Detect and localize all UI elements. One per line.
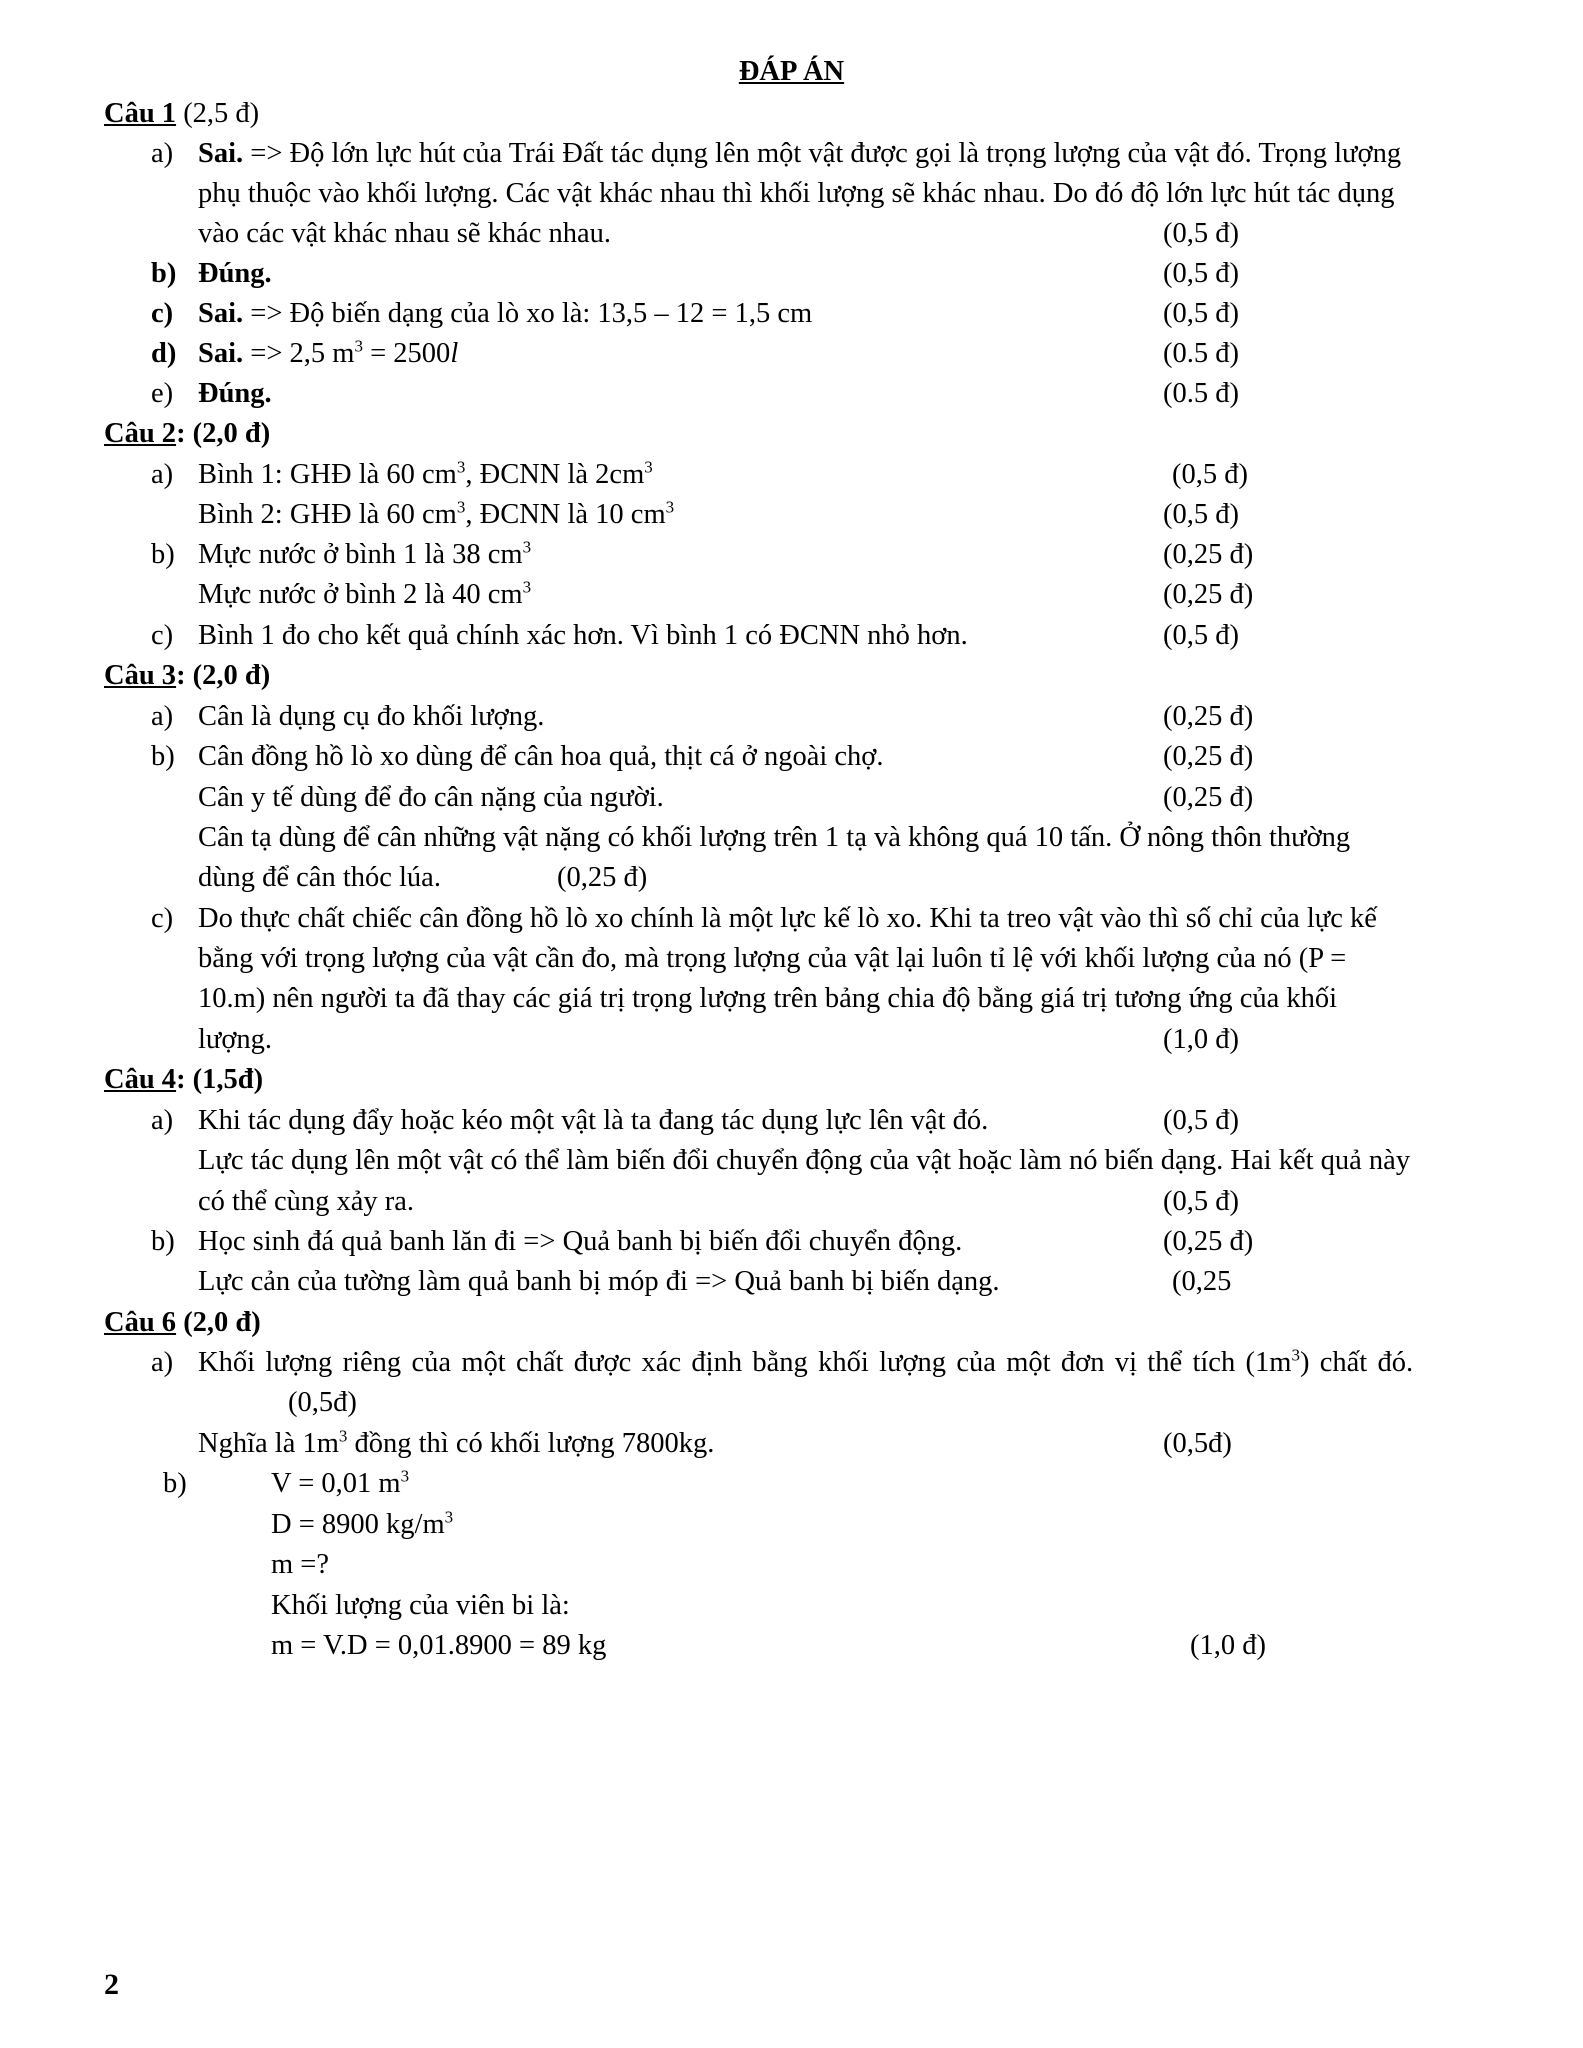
q1-d-score: (0.5 đ) — [1163, 338, 1239, 369]
q3-a-marker: a) — [151, 701, 174, 732]
q2-a-marker: a) — [151, 459, 174, 490]
q6-b-volume-sup: 3 — [400, 1466, 410, 1486]
question-3-points: : (2,0 đ) — [176, 660, 271, 691]
q6-a2-line — [198, 1427, 714, 1461]
q2-b-line1 — [198, 538, 531, 572]
q6-a-marker: a) — [151, 1347, 174, 1378]
question-1-points: (2,5 đ) — [176, 98, 260, 129]
q2-b1-score: (0,25 đ) — [1163, 539, 1254, 570]
q6-b-marker: b) — [163, 1468, 187, 1499]
question-6-points: (2,0 đ) — [176, 1307, 261, 1338]
q1-d-line — [198, 337, 458, 371]
q1-a-line3: vào các vật khác nhau sẽ khác nhau. — [198, 218, 612, 249]
q1-c-marker: c) — [151, 298, 174, 329]
q2-a-line2 — [198, 498, 674, 532]
q6-b-score: (1,0 đ) — [1190, 1630, 1266, 1661]
q3-a-text: Cân là dụng cụ đo khối lượng. — [198, 701, 545, 732]
q4-a-marker: a) — [151, 1105, 174, 1136]
q2-a2-sup1: 3 — [456, 497, 466, 517]
q2-b1-sup1: 3 — [522, 537, 532, 557]
q3-a-score: (0,25 đ) — [1163, 701, 1254, 732]
q1-a-verdict: Sai. — [198, 138, 244, 169]
q1-a-score: (0,5 đ) — [1163, 218, 1239, 249]
q3-b-marker: b) — [151, 741, 175, 772]
q2-b-line2 — [198, 578, 531, 612]
q1-e-verdict: Đúng. — [198, 378, 272, 409]
q1-c-text: => Độ biến dạng của lò xo là: 13,5 – 12 = 1,5 cm — [243, 298, 813, 329]
q3-b2-text: Cân y tế dùng để đo cân nặng của người. — [198, 782, 664, 813]
q2-a2-p2: , ĐCNN là 10 cm — [465, 499, 666, 530]
question-3-heading — [104, 659, 270, 693]
q2-a2-score: (0,5 đ) — [1163, 499, 1239, 530]
q1-a-text1: => Độ lớn lực hút của Trái Đất tác dụng lên một vật được gọi là trọng lượng của vật đó. Trọng lượng — [243, 138, 1402, 169]
q6-b-density-text: D = 8900 kg/m — [271, 1509, 445, 1540]
q3-b3-score: (0,25 đ) — [557, 862, 648, 893]
q1-d-text-pre: => 2,5 m — [243, 338, 355, 369]
page-title: ĐÁP ÁN — [738, 56, 845, 87]
q1-a-line2: phụ thuộc vào khối lượng. Các vật khác nhau thì khối lượng sẽ khác nhau. Do đó độ lớn lực hút tác dụng — [198, 178, 1395, 209]
q4-b2-score: (0,25 — [1172, 1266, 1232, 1297]
q2-b2-score: (0,25 đ) — [1163, 579, 1254, 610]
question-2-heading — [104, 417, 270, 451]
q1-c-line — [198, 297, 812, 331]
page-number: 2 — [104, 1968, 119, 2001]
q3-b3-line2: dùng để cân thóc lúa. — [198, 862, 441, 893]
q4-b2-text: Lực cản của tường làm quả banh bị móp đi => Quả banh bị biến dạng. — [198, 1266, 1000, 1297]
q1-d-sup: 3 — [354, 336, 363, 356]
question-6-heading — [104, 1306, 261, 1340]
q3-c-marker: c) — [151, 903, 174, 934]
q2-b1-p1: Mực nước ở bình 1 là 38 cm — [198, 539, 523, 570]
q2-b-marker: b) — [151, 539, 175, 570]
q4-a1-text: Khi tác dụng đẩy hoặc kéo một vật là ta đang tác dụng lực lên vật đó. — [198, 1105, 989, 1136]
q1-d-unit: l — [450, 338, 459, 369]
q6-b-volume-text: V = 0,01 m — [271, 1468, 401, 1499]
q6-b-mass-label: Khối lượng của viên bi là: — [271, 1590, 570, 1621]
q3-b2-score: (0,25 đ) — [1163, 782, 1254, 813]
q1-a-marker: a) — [151, 138, 174, 169]
q2-a1-p2: , ĐCNN là 2cm — [465, 459, 645, 490]
q4-b1-text: Học sinh đá quả banh lăn đi => Quả banh bị biến đổi chuyển động. — [198, 1226, 963, 1257]
q6-b-density-sup: 3 — [444, 1507, 454, 1527]
q1-b-marker: b) — [151, 258, 177, 289]
q4-a2-score: (0,5 đ) — [1163, 1186, 1239, 1217]
q1-d-verdict: Sai. — [198, 338, 244, 369]
q6-a1-p1: Khối lượng riêng của một chất được xác định bằng khối lượng của một đơn vị thể tích (1m — [198, 1347, 1292, 1378]
q3-c-line4: lượng. — [198, 1024, 273, 1055]
question-4-heading — [104, 1063, 263, 1097]
q6-a1-sup: 3 — [1291, 1345, 1300, 1365]
q6-a1-line — [198, 1346, 1413, 1380]
q3-c-line3: 10.m) nên người ta đã thay các giá trị trọng lượng trên bảng chia độ bằng giá trị tương ứng của khối — [198, 983, 1338, 1014]
question-4-label: Câu 4 — [104, 1064, 177, 1095]
q1-c-score: (0,5 đ) — [1163, 298, 1239, 329]
q2-a-line1 — [198, 458, 653, 492]
q2-a1-sup1: 3 — [456, 457, 466, 477]
q2-c-marker: c) — [151, 620, 174, 651]
q2-b2-p1: Mực nước ở bình 2 là 40 cm — [198, 579, 523, 610]
q1-d-marker: d) — [151, 338, 177, 369]
q4-a2-line2: có thể cùng xảy ra. — [198, 1186, 415, 1217]
q4-b-marker: b) — [151, 1226, 175, 1257]
question-1-heading — [104, 97, 259, 131]
q3-b1-score: (0,25 đ) — [1163, 741, 1254, 772]
q3-b3-line1: Cân tạ dùng để cân những vật nặng có khối lượng trên 1 tạ và không quá 10 tấn. Ở nông thôn thường — [198, 822, 1351, 853]
q2-b2-sup1: 3 — [522, 577, 532, 597]
q6-a1-p2: ) chất đó. — [1299, 1347, 1414, 1378]
q6-a1-score: (0,5đ) — [288, 1387, 357, 1418]
q4-a2-line1: Lực tác dụng lên một vật có thể làm biến đổi chuyển động của vật hoặc làm nó biến dạng. Hai kết quả này — [198, 1145, 1411, 1176]
q1-d-text-mid: = 2500 — [362, 338, 451, 369]
q3-b1-text: Cân đồng hồ lò xo dùng để cân hoa quả, thịt cá ở ngoài chợ. — [198, 741, 884, 772]
q6-a2-sup: 3 — [338, 1426, 348, 1446]
question-1-label: Câu 1 — [104, 98, 177, 129]
q1-e-score: (0.5 đ) — [1163, 378, 1239, 409]
q1-b-verdict: Đúng. — [198, 258, 272, 289]
question-6-label: Câu 6 — [104, 1307, 177, 1338]
q2-a1-score: (0,5 đ) — [1172, 459, 1248, 490]
q3-c-line1: Do thực chất chiếc cân đồng hồ lò xo chính là một lực kế lò xo. Khi ta treo vật vào thì số chỉ của lực kế — [198, 903, 1377, 934]
question-3-label: Câu 3 — [104, 660, 177, 691]
q6-a2-p2: đồng thì có khối lượng 7800kg. — [347, 1428, 715, 1459]
q2-a2-sup2: 3 — [665, 497, 675, 517]
q6-b-formula: m = V.D = 0,01.8900 = 89 kg — [271, 1630, 607, 1661]
q6-b-mass-unknown: m =? — [271, 1549, 330, 1580]
q3-c-score: (1,0 đ) — [1163, 1024, 1239, 1055]
q1-b-score: (0,5 đ) — [1163, 258, 1239, 289]
q2-c-score: (0,5 đ) — [1163, 620, 1239, 651]
question-4-points: : (1,5đ) — [176, 1064, 264, 1095]
q2-a1-p1: Bình 1: GHĐ là 60 cm — [198, 459, 457, 490]
q6-a2-p1: Nghĩa là 1m — [198, 1428, 339, 1459]
q6-b-density — [271, 1508, 453, 1542]
q4-b1-score: (0,25 đ) — [1163, 1226, 1254, 1257]
q3-c-line2: bằng với trọng lượng của vật cần đo, mà trọng lượng của vật lại luôn tỉ lệ với khối lượng của nó (P = — [198, 943, 1347, 974]
question-2-points: : (2,0 đ) — [176, 418, 271, 449]
q2-a2-p1: Bình 2: GHĐ là 60 cm — [198, 499, 457, 530]
question-2-label: Câu 2 — [104, 418, 177, 449]
q2-a1-sup2: 3 — [644, 457, 653, 477]
q6-b-volume — [271, 1467, 409, 1501]
q2-c-text: Bình 1 đo cho kết quả chính xác hơn. Vì bình 1 có ĐCNN nhỏ hơn. — [198, 620, 968, 651]
q6-a2-score: (0,5đ) — [1163, 1428, 1232, 1459]
q1-c-verdict: Sai. — [198, 298, 244, 329]
q1-a-line1 — [198, 137, 1401, 171]
q1-e-marker: e) — [151, 378, 174, 409]
q4-a1-score: (0,5 đ) — [1163, 1105, 1239, 1136]
